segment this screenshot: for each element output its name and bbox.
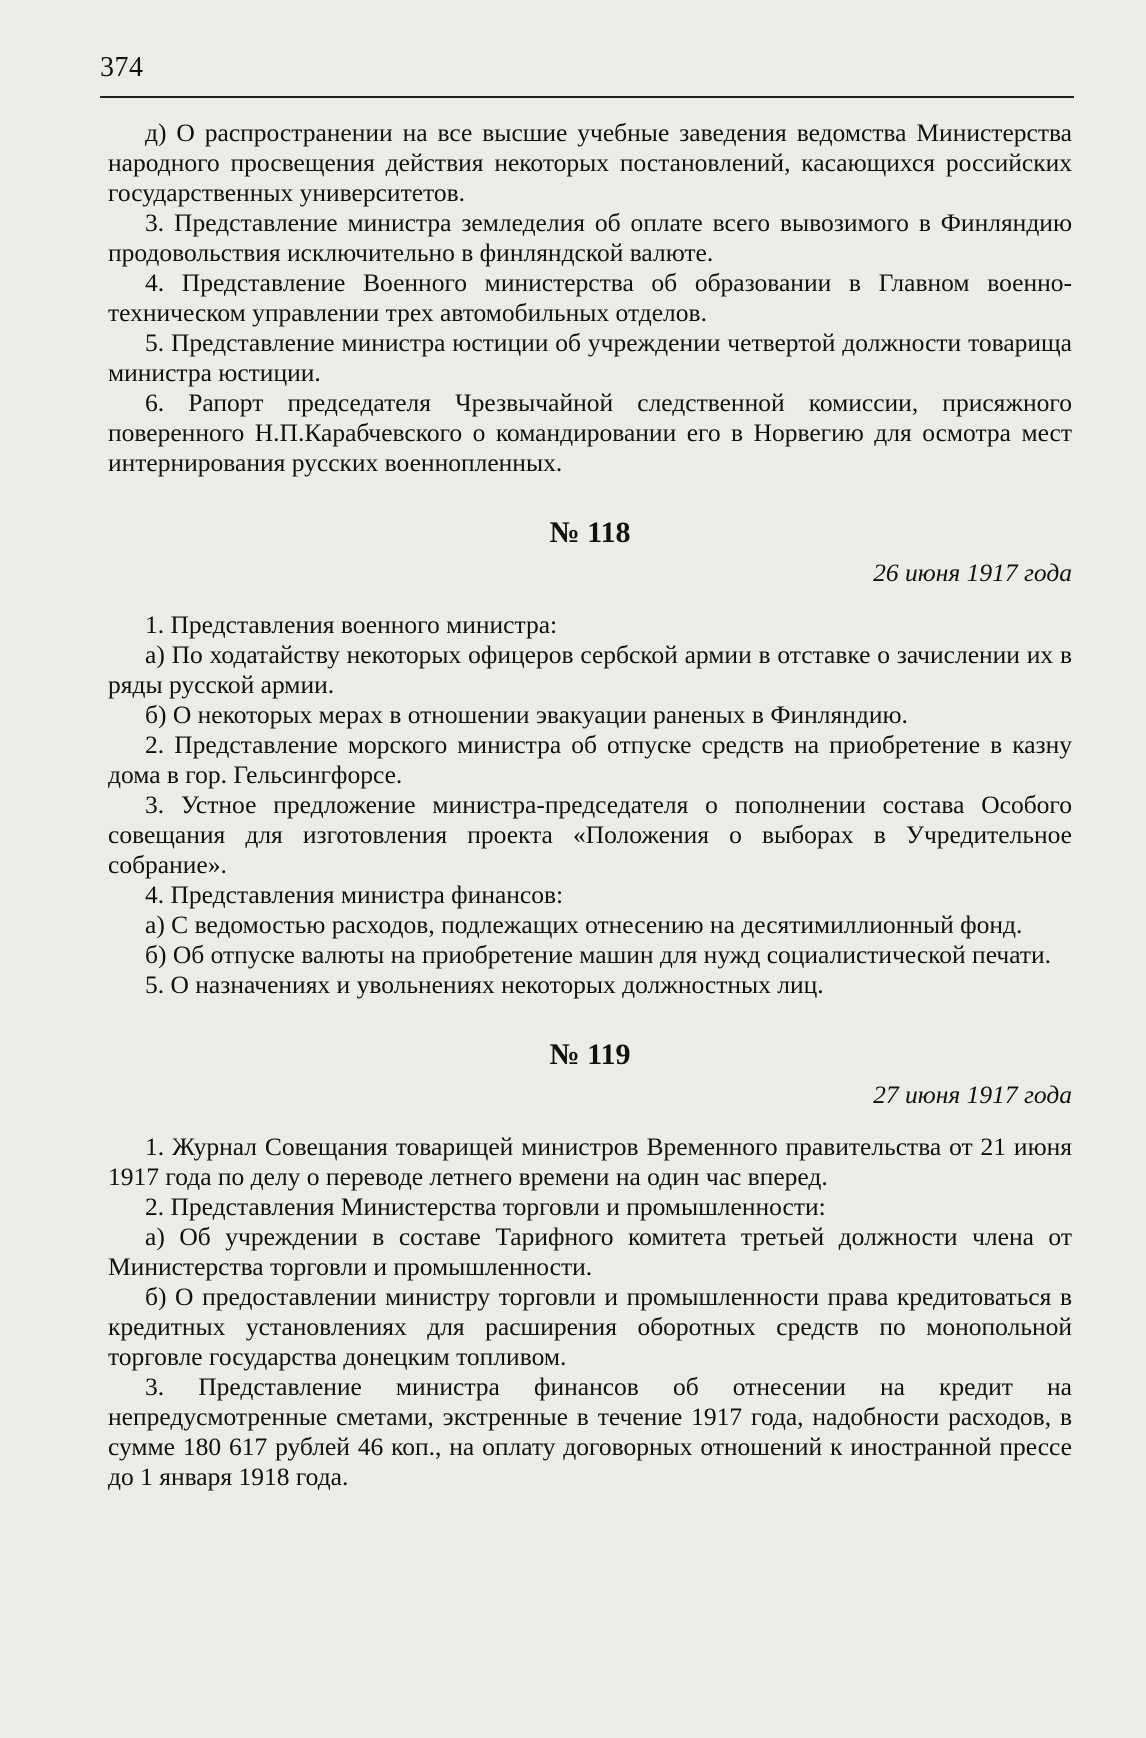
section-119-date: 27 июня 1917 года bbox=[873, 1080, 1072, 1109]
paragraph: а) Об учреждении в составе Тарифного комитета третьей должности члена от Министерства торговли и промышленности. bbox=[108, 1222, 1072, 1281]
paragraph: 3. Представление министра земледелия об оплате всего вывозимого в Финляндию продовольствия исключительно в финляндской валюте. bbox=[108, 208, 1072, 267]
paragraph: а) По ходатайству некоторых офицеров сербской армии в отставке о зачислении их в ряды русской армии. bbox=[108, 640, 1072, 699]
paragraph: 2. Представление морского министра об отпуске средств на приобретение в казну дома в гор. Гельсингфорсе. bbox=[108, 730, 1072, 789]
paragraph: б) Об отпуске валюты на приобретение машин для нужд социалистической печати. bbox=[145, 940, 1052, 969]
paragraph: б) О предоставлении министру торговли и промышленности права кредитоваться в кредитных установлениях для расширения оборотных средств по монопольной торговле государства донецким топливом. bbox=[108, 1282, 1072, 1371]
paragraph: 3. Устное предложение министра-председателя о пополнении состава Особого совещания для изготовления проекта «Положения о выборах в Учредительное собрание». bbox=[108, 790, 1072, 879]
paragraph: 2. Представления Министерства торговли и промышленности: bbox=[145, 1192, 826, 1221]
paragraph: 5. Представление министра юстиции об учреждении четвертой должности товарища министра юстиции. bbox=[108, 328, 1072, 387]
paragraph: а) С ведомостью расходов, подлежащих отнесению на десятимиллионный фонд. bbox=[145, 910, 1023, 939]
paragraph: 3. Представление министра финансов об отнесении на кредит на непредусмотренные сметами, экстренные в течение 1917 года, надобности расходов, в сумме 180 617 рублей 46 коп., на оплату договорных отношений к иностранной прессе до 1 января 1918 года. bbox=[108, 1372, 1072, 1491]
paragraph: 5. О назначениях и увольнениях некоторых должностных лиц. bbox=[145, 970, 824, 999]
section-118-number: № 118 bbox=[549, 516, 631, 549]
page-number: 374 bbox=[100, 52, 144, 83]
section-118-date: 26 июня 1917 года bbox=[873, 558, 1072, 587]
header-rule bbox=[100, 96, 1074, 98]
paragraph: 1. Журнал Совещания товарищей министров Временного правительства от 21 июня 1917 года по делу о переводе летнего времени на один час вперед. bbox=[108, 1132, 1072, 1191]
paragraph: 6. Рапорт председателя Чрезвычайной следственной комиссии, присяжного поверенного Н.П.Карабчевского о командировании его в Норвегию для осмотра мест интернирования русских военнопленных. bbox=[108, 388, 1072, 477]
paragraph: д) О распространении на все высшие учебные заведения ведомства Министерства народного просвещения действия некоторых постановлений, касающихся российских государственных университетов. bbox=[108, 118, 1072, 207]
paragraph: 1. Представления военного министра: bbox=[145, 610, 558, 639]
paragraph: 4. Представление Военного министерства об образовании в Главном военно-техническом управлении трех автомобильных отделов. bbox=[108, 268, 1072, 327]
document-body bbox=[108, 118, 1072, 1492]
section-119-number: № 119 bbox=[549, 1038, 631, 1071]
paragraph: 4. Представления министра финансов: bbox=[145, 880, 564, 909]
paragraph: б) О некоторых мерах в отношении эвакуации раненых в Финляндию. bbox=[145, 700, 908, 729]
